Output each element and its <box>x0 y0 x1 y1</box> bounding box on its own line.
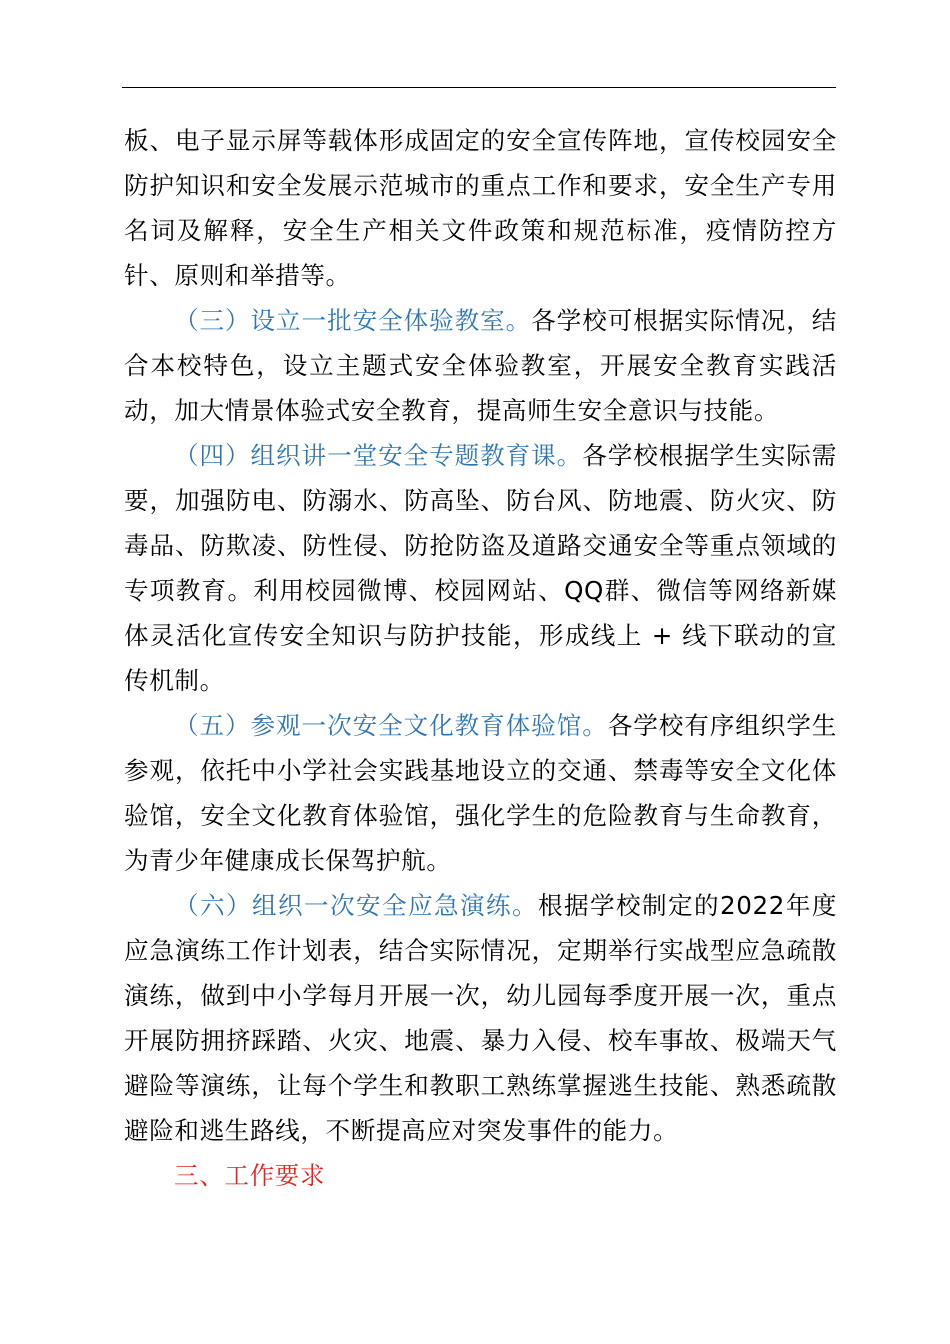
paragraph-experience-hall <box>124 703 837 883</box>
subheading: （四）组织讲一堂安全专题教育课。 <box>174 441 583 470</box>
subheading: （六）组织一次安全应急演练。 <box>174 891 539 920</box>
document-body <box>124 118 837 1198</box>
header-rule <box>122 87 836 88</box>
paragraph-emergency-drill <box>124 883 837 1153</box>
paragraph-text: 各学校有序组织学生参观，依托中小学社会实践基地设立的交通、禁毒等安全文化体验馆，安全文化教育体验馆，强化学生的危险教育与生命教育，为青少年健康成长保驾护航。 <box>124 711 837 875</box>
paragraph-text: 各学校根据学生实际需要，加强防电、防溺水、防高坠、防台风、防地震、防火灾、防毒品、防欺凌、防性侵、防抢防盗及道路交通安全等重点领域的专项教育。利用校园微博、校园网站、QQ群、微信等网络新媒体灵活化宣传安全知识与防护技能，形成线上 + 线下联动的宣传机制。 <box>124 441 837 695</box>
paragraph-safety-classroom <box>124 298 837 433</box>
paragraph-text: 各学校可根据实际情况，结合本校特色，设立主题式安全体验教室，开展安全教育实践活动，加大情景体验式安全教育，提高师生安全意识与技能。 <box>124 306 837 425</box>
subheading: （五）参观一次安全文化教育体验馆。 <box>174 711 608 740</box>
paragraph-text: 板、电子显示屏等载体形成固定的安全宣传阵地，宣传校园安全防护知识和安全发展示范城市的重点工作和要求，安全生产专用名词及解释，安全生产相关文件政策和规范标准，疫情防控方针、原则和举措等。 <box>124 126 837 290</box>
paragraph-text: 根据学校制定的2022年度应急演练工作计划表，结合实际情况，定期举行实战型应急疏散演练，做到中小学每月开展一次，幼儿园每季度开展一次，重点开展防拥挤踩踏、火灾、地震、暴力入侵、校车事故、极端天气避险等演练，让每个学生和教职工熟练掌握逃生技能、熟悉疏散避险和逃生路线，不断提高应对突发事件的能力。 <box>124 891 838 1145</box>
paragraph-continuation <box>124 118 837 298</box>
paragraph-safety-lesson <box>124 433 837 703</box>
section-heading: 三、工作要求 <box>174 1161 326 1190</box>
subheading: （三）设立一批安全体验教室。 <box>174 306 532 335</box>
